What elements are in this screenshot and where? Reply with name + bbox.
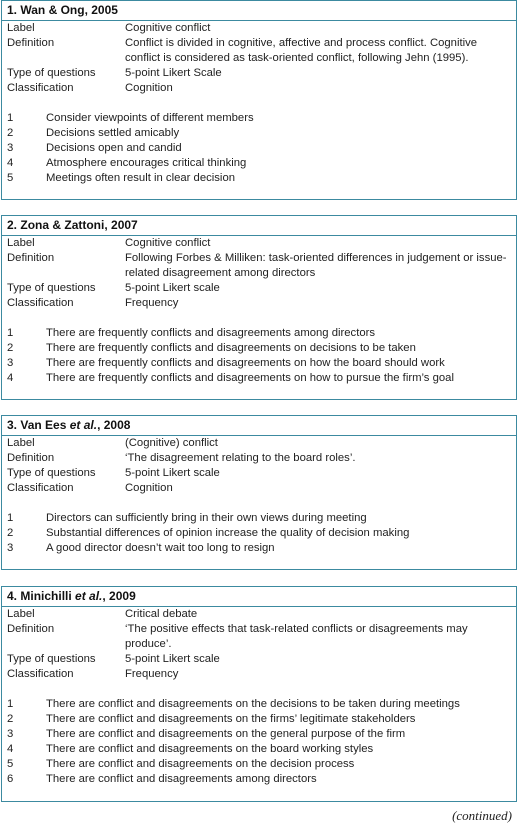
- list-item: 2 Substantial differences of opinion increase the quality of decision making: [7, 527, 410, 539]
- field-label: Label Cognitive conflict: [7, 237, 211, 249]
- list-item: 1 Directors can sufficiently bring in their own views during meeting: [7, 512, 367, 524]
- field-definition: Definition ‘The disagreement relating to the board roles’.: [7, 452, 356, 464]
- study-header: 3. Van Ees et al., 2008: [2, 416, 516, 436]
- list-item: 4 There are conflict and disagreements on the board working styles: [7, 743, 374, 755]
- field-classification: Classification Cognition: [7, 82, 173, 94]
- item-list: [2, 697, 516, 787]
- field-label: Label Critical debate: [7, 608, 198, 620]
- list-item: 3 There are frequently conflicts and disagreements on how the board should work: [7, 357, 445, 369]
- list-item: 2 Decisions settled amicably: [7, 127, 180, 139]
- field-classification: Classification Cognition: [7, 482, 173, 494]
- list-item: 1 Consider viewpoints of different members: [7, 112, 254, 124]
- list-item: 1 There are conflict and disagreements on the decisions to be taken during meetings: [7, 698, 460, 710]
- field-question-type: Type of questions 5-point Likert scale: [7, 467, 220, 479]
- list-item: 4 Atmosphere encourages critical thinking: [7, 157, 247, 169]
- study-header: 2. Zona & Zattoni, 2007: [2, 216, 516, 236]
- field-classification: Classification Frequency: [7, 668, 179, 680]
- list-item: 3 Decisions open and candid: [7, 142, 182, 154]
- study-box-3: [1, 415, 517, 570]
- study-box-1: [1, 0, 517, 200]
- list-item: 2 There are conflict and disagreements on the firms’ legitimate stakeholders: [7, 713, 416, 725]
- list-item: 1 There are frequently conflicts and disagreements among directors: [7, 327, 376, 339]
- field-label: Label Cognitive conflict: [7, 22, 211, 34]
- field-label: Label (Cognitive) conflict: [7, 437, 218, 449]
- list-item: 3 A good director doesn’t wait too long to resign: [7, 542, 275, 554]
- list-item: 5 Meetings often result in clear decision: [7, 172, 236, 184]
- study-header: 4. Minichilli et al., 2009: [2, 587, 516, 607]
- list-item: 6 There are conflict and disagreements among directors: [7, 773, 317, 785]
- list-item: 4 There are frequently conflicts and disagreements on how to pursue the firm’s goal: [7, 372, 454, 384]
- field-classification: Classification Frequency: [7, 297, 179, 309]
- field-definition: Definition Following Forbes & Milliken: task-oriented differences in judgement or issue-related disagreement among directors: [7, 252, 507, 279]
- study-box-2: [1, 215, 517, 400]
- study-header: 1. Wan & Ong, 2005: [2, 1, 516, 21]
- field-question-type: Type of questions 5-point Likert Scale: [7, 67, 222, 79]
- study-box-4: [1, 586, 517, 802]
- field-definition: Definition Conflict is divided in cognitive, affective and process conflict. Cognitive conflict is considered as task-oriented conflict, following Jehn (1995).: [7, 37, 478, 64]
- item-list: [2, 511, 516, 556]
- item-list: [2, 326, 516, 386]
- list-item: 2 There are frequently conflicts and disagreements on decisions to be taken: [7, 342, 416, 354]
- list-item: 5 There are conflict and disagreements on the decision process: [7, 758, 355, 770]
- field-definition: Definition ‘The positive effects that task-related conflicts or disagreements may produce’.: [7, 623, 468, 650]
- list-item: 3 There are conflict and disagreements on the general purpose of the firm: [7, 728, 406, 740]
- continued-note: (continued): [452, 808, 512, 823]
- field-question-type: Type of questions 5-point Likert scale: [7, 653, 220, 665]
- item-list: [2, 111, 516, 186]
- field-question-type: Type of questions 5-point Likert scale: [7, 282, 220, 294]
